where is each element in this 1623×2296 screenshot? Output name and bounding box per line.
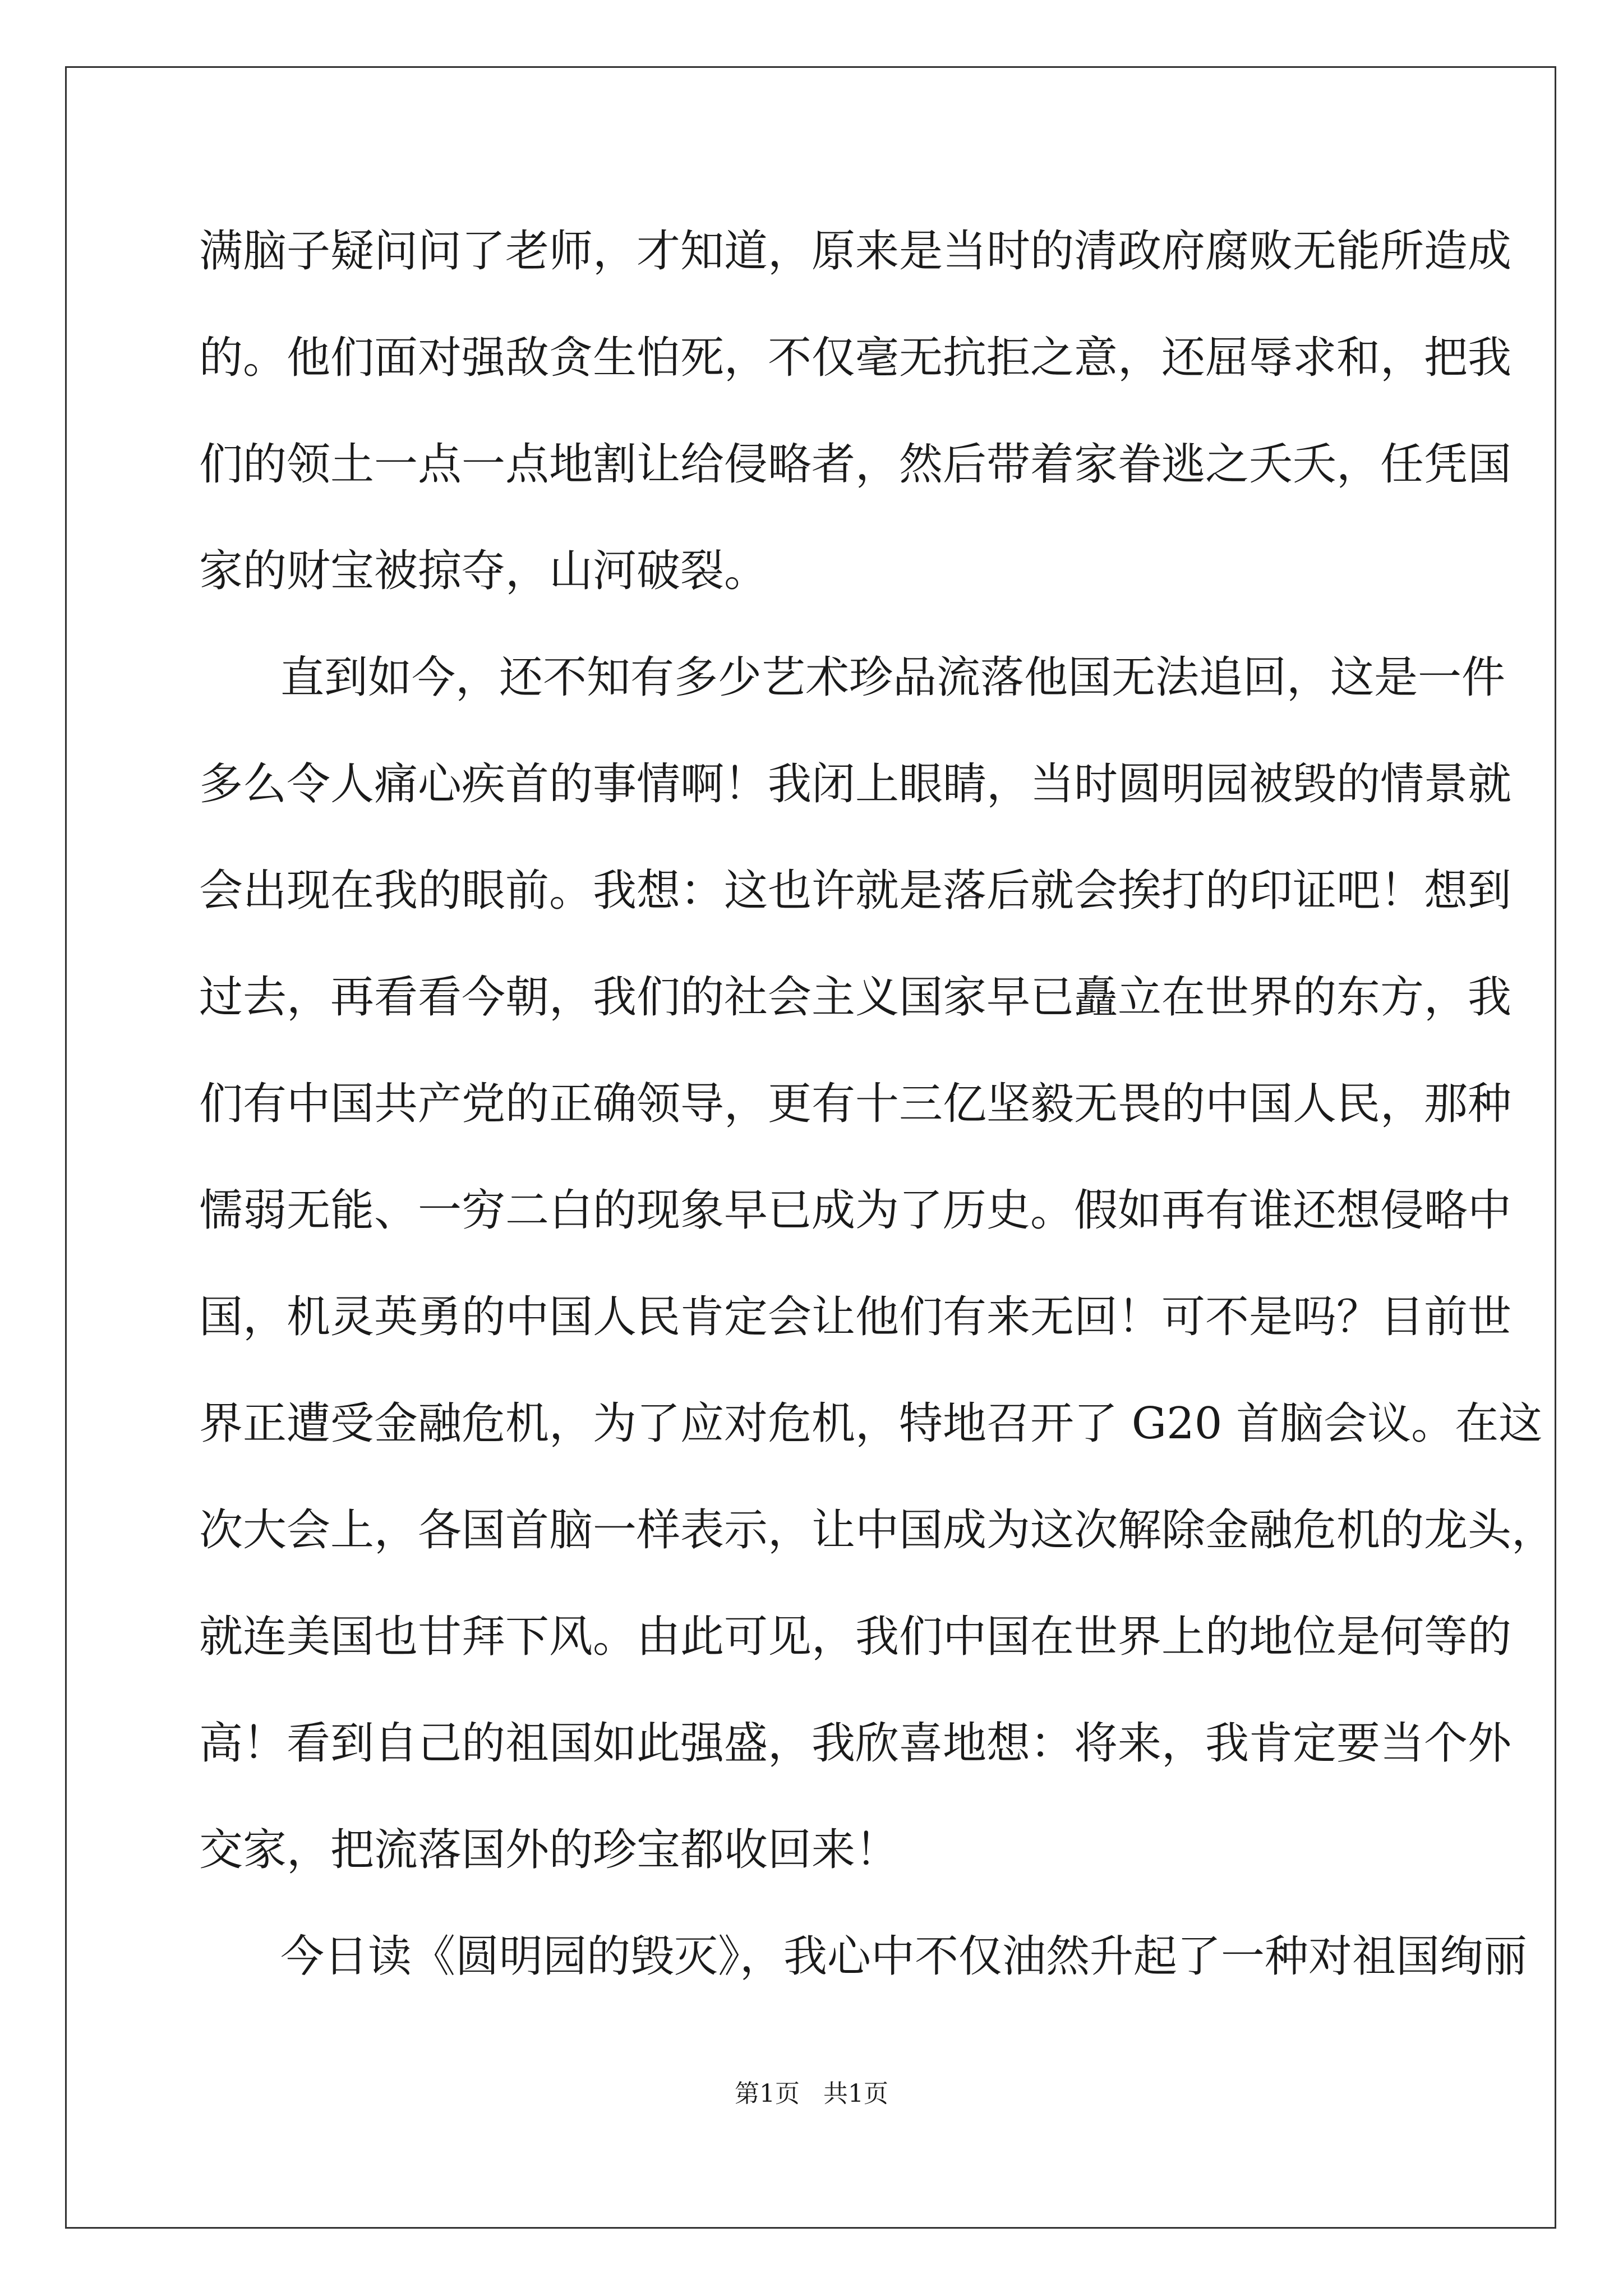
text-line: 满脑子疑问问了老师，才知道，原来是当时的清政府腐败无能所造成: [199, 226, 1512, 277]
text-line: 交家，把流落国外的珍宝都收回来！: [199, 1825, 900, 1875]
text-line: 过去，再看看今朝，我们的社会主义国家早已矗立在世界的东方，我: [199, 972, 1512, 1023]
text-line: 界正遭受金融危机，为了应对危机，特地召开了 G20 首脑会议。在这: [199, 1398, 1543, 1449]
text-line: 次大会上，各国首脑一样表示，让中国成为这次解除金融危机的龙头，: [199, 1505, 1556, 1556]
text-line: 高！看到自己的祖国如此强盛，我欣喜地想：将来，我肯定要当个外: [199, 1718, 1512, 1769]
text-line: 就连美国也甘拜下风。由此可见，我们中国在世界上的地位是何等的: [199, 1612, 1512, 1662]
text-line: 们的领土一点一点地割让给侵略者，然后带着家眷逃之夭夭，任凭国: [199, 439, 1512, 490]
paragraph-first-line: 今日读《圆明园的毁灭》，我心中不仅油然升起了一种对祖国绚丽: [280, 1931, 1528, 1982]
text-line: 的。他们面对强敌贪生怕死，不仅毫无抗拒之意，还屈辱求和，把我: [199, 333, 1512, 383]
text-line: 懦弱无能、一穷二白的现象早已成为了历史。假如再有谁还想侵略中: [199, 1185, 1512, 1236]
text-line: 们有中国共产党的正确领导，更有十三亿坚毅无畏的中国人民，那种: [199, 1079, 1512, 1129]
text-line: 家的财宝被掠夺，山河破裂。: [199, 546, 768, 596]
text-line: 国，机灵英勇的中国人民肯定会让他们有来无回！可不是吗？目前世: [199, 1292, 1512, 1342]
paragraph-first-line: 直到如今，还不知有多少艺术珍品流落他国无法追回，这是一件: [280, 652, 1506, 703]
text-line: 会出现在我的眼前。我想：这也许就是落后就会挨打的印证吧！想到: [199, 866, 1512, 916]
page-number-footer: 第1页 共1页: [735, 2079, 888, 2108]
text-line: 多么令人痛心疾首的事情啊！我闭上眼睛，当时圆明园被毁的情景就: [199, 759, 1512, 809]
